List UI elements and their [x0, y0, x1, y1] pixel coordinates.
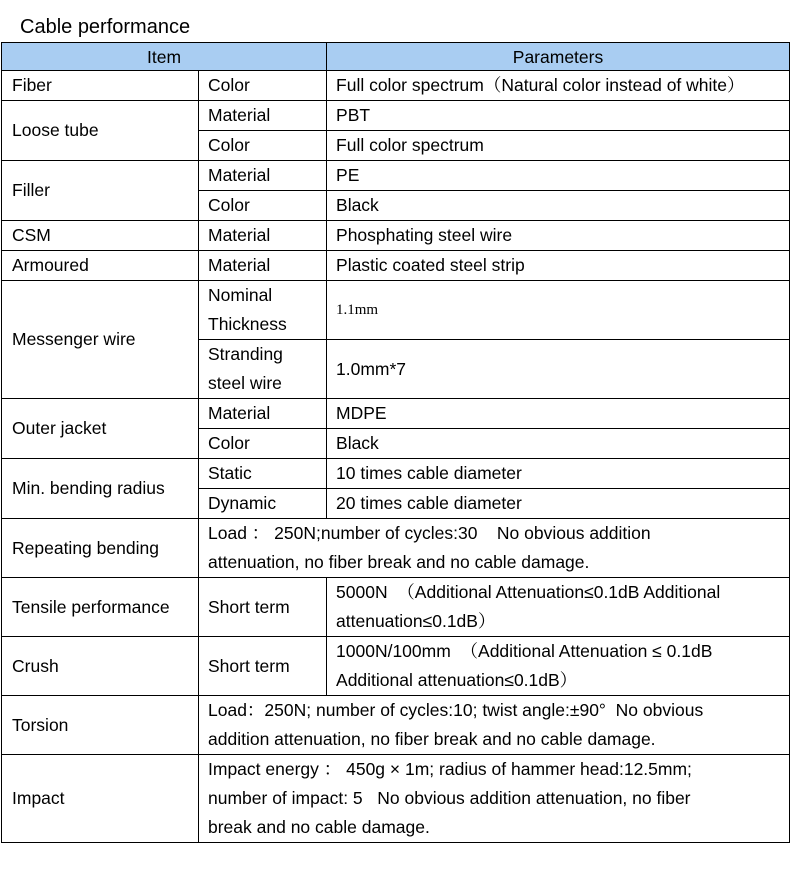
- row-label-repeating-bending: Repeating bending: [2, 519, 199, 578]
- sub-label-line: Stranding: [208, 344, 283, 364]
- sub-label: Short term: [199, 578, 327, 637]
- param-line: break and no cable damage.: [208, 817, 430, 837]
- param-value: Black: [327, 191, 790, 221]
- param-line: Additional attenuation≤0.1dB）: [336, 670, 578, 690]
- param-value: Full color spectrum: [327, 131, 790, 161]
- param-value: 20 times cable diameter: [327, 489, 790, 519]
- param-value: Full color spectrum（Natural color instead of white）: [327, 71, 790, 101]
- header-parameters: Parameters: [327, 43, 790, 71]
- param-value: [199, 696, 790, 755]
- header-item: Item: [2, 43, 327, 71]
- cable-performance-table: [1, 42, 790, 843]
- param-value: 1.1mm: [327, 281, 790, 340]
- param-value: 1.0mm*7: [327, 340, 790, 399]
- param-line: 5000N （Additional Attenuation≤0.1dB Additional: [336, 582, 721, 602]
- param-value: [199, 519, 790, 578]
- sub-label: Color: [199, 131, 327, 161]
- table-row: [2, 251, 790, 281]
- table-row: [2, 281, 790, 340]
- param-value: [327, 637, 790, 696]
- table-row: [2, 755, 790, 843]
- param-value: [199, 755, 790, 843]
- sub-label: [199, 281, 327, 340]
- param-line: addition attenuation, no fiber break and no cable damage.: [208, 729, 656, 749]
- page-title: Cable performance: [20, 16, 191, 38]
- sub-label: Short term: [199, 637, 327, 696]
- param-line: number of impact: 5 No obvious addition attenuation, no fiber: [208, 788, 691, 808]
- sub-label-line: Thickness: [208, 314, 287, 334]
- sub-label: [199, 340, 327, 399]
- sub-label: Material: [199, 101, 327, 131]
- sub-label: Material: [199, 221, 327, 251]
- sub-label: Color: [199, 191, 327, 221]
- sub-label: Material: [199, 399, 327, 429]
- sub-label: Color: [199, 429, 327, 459]
- table-row: [2, 101, 790, 131]
- table-row: [2, 637, 790, 696]
- sub-label-line: Nominal: [208, 285, 273, 305]
- sub-label-line: steel wire: [208, 373, 282, 393]
- table-row: [2, 161, 790, 191]
- row-label-loose-tube: Loose tube: [2, 101, 199, 161]
- param-value: PBT: [327, 101, 790, 131]
- row-label-csm: CSM: [2, 221, 199, 251]
- param-value: PE: [327, 161, 790, 191]
- row-label-outer-jacket: Outer jacket: [2, 399, 199, 459]
- row-label-crush: Crush: [2, 637, 199, 696]
- row-label-tensile-performance: Tensile performance: [2, 578, 199, 637]
- row-label-armoured: Armoured: [2, 251, 199, 281]
- sub-label: Dynamic: [199, 489, 327, 519]
- sub-label: Material: [199, 161, 327, 191]
- table-row: [2, 71, 790, 101]
- param-line: Load：250N; number of cycles:10; twist angle:±90° No obvious: [208, 700, 704, 720]
- param-line: attenuation≤0.1dB）: [336, 611, 496, 631]
- row-label-min-bending-radius: Min. bending radius: [2, 459, 199, 519]
- table-row: [2, 578, 790, 637]
- sub-label: Material: [199, 251, 327, 281]
- sub-label: Static: [199, 459, 327, 489]
- table-row: [2, 399, 790, 429]
- param-value: MDPE: [327, 399, 790, 429]
- param-line: 1000N/100mm （Additional Attenuation ≤ 0.1dB: [336, 641, 713, 661]
- table-header-row: [2, 43, 790, 71]
- param-value: Phosphating steel wire: [327, 221, 790, 251]
- param-value: Plastic coated steel strip: [327, 251, 790, 281]
- param-value: [327, 578, 790, 637]
- row-label-messenger-wire: Messenger wire: [2, 281, 199, 399]
- param-line: Impact energy ： 450g × 1m; radius of hammer head:12.5mm;: [208, 759, 692, 779]
- param-value: 10 times cable diameter: [327, 459, 790, 489]
- row-label-fiber: Fiber: [2, 71, 199, 101]
- table-row: [2, 519, 790, 578]
- table-row: [2, 696, 790, 755]
- row-label-torsion: Torsion: [2, 696, 199, 755]
- param-value: Black: [327, 429, 790, 459]
- table-row: [2, 459, 790, 489]
- sub-label: Color: [199, 71, 327, 101]
- table-row: [2, 221, 790, 251]
- row-label-impact: Impact: [2, 755, 199, 843]
- row-label-filler: Filler: [2, 161, 199, 221]
- param-line: attenuation, no fiber break and no cable damage.: [208, 552, 590, 572]
- param-line: Load ： 250N;number of cycles:30 No obvious addition: [208, 523, 651, 543]
